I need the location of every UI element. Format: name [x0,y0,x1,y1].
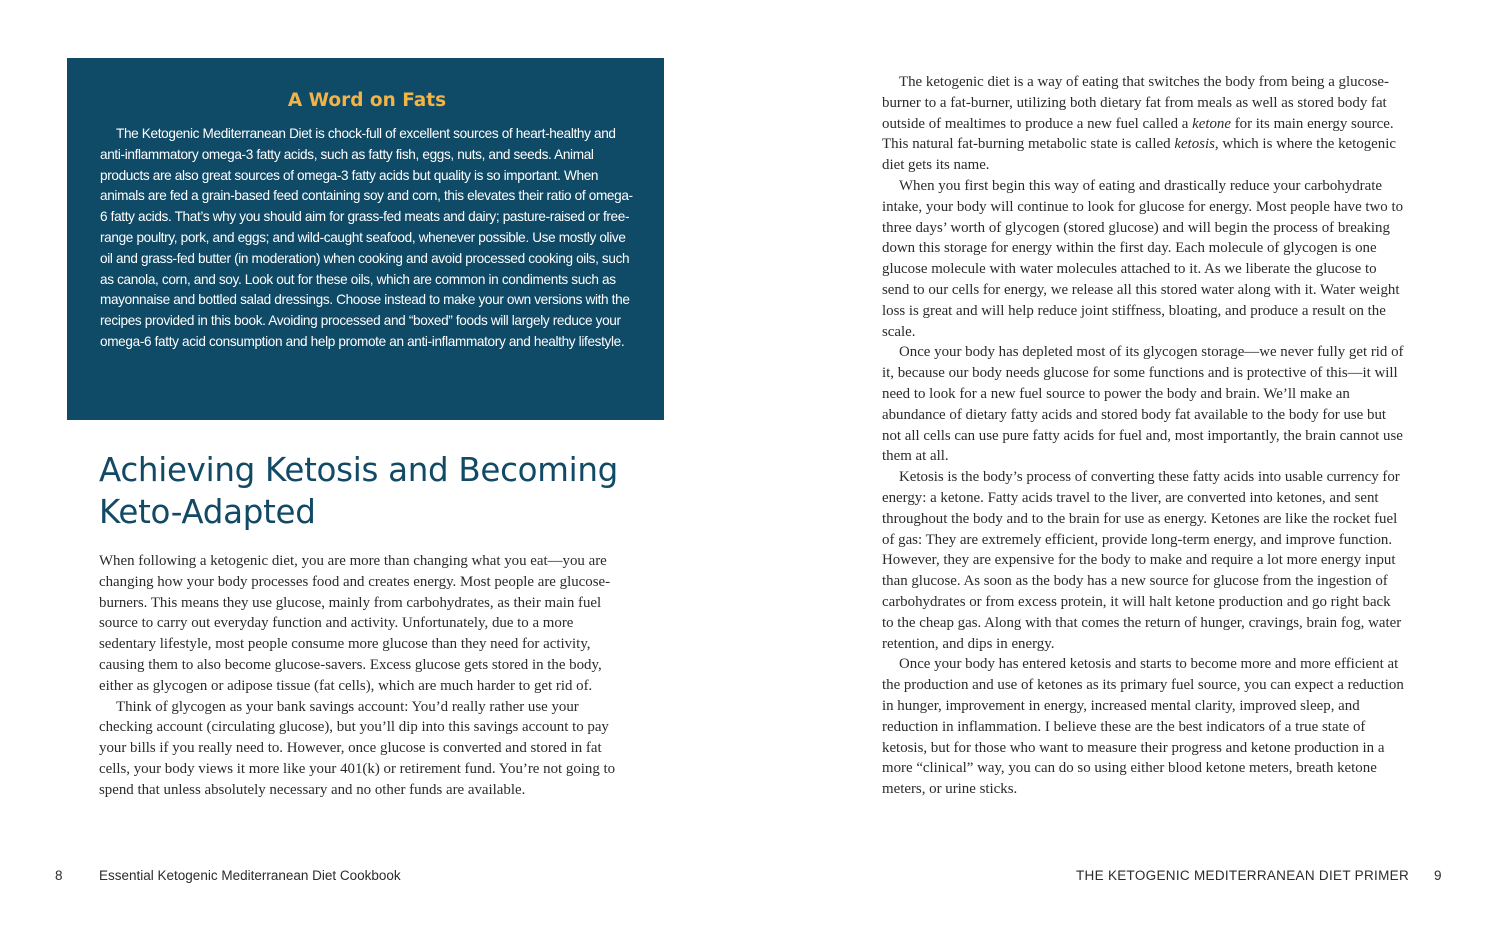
left-running-head: Essential Ketogenic Mediterranean Diet Cookbook [99,868,401,883]
sidebar-title: A Word on Fats [287,90,447,111]
left-page-number: 8 [55,868,63,883]
right-paragraph-1-part-a: The ketogenic diet is a way of eating that switches the body from being a glucose-burner to a fat-burner, utilizing both dietary fat from meals as well as stored body fat outside of mealtimes to produce a new fuel called a [882,74,1390,132]
right-paragraph-1-part-b: for its main energy source. This natural fat-burning metabolic state is called [882,115,1394,153]
left-paragraph-2: Think of glycogen as your bank savings account: You’d really rather use your checking account (circulating glucose), but you’ll dip into this savings account to pay your bills if you really need to. However, once glucose is converted and stored in fat cells, your body views it more like your 401(k) or retirement fund. You’re not going to spend that unless absolutely necessary and no other funds are available. [99,698,616,798]
sidebar-body: The Ketogenic Mediterranean Diet is chock-full of excellent sources of heart-healthy and anti-inflammatory omega-3 fatty acids, such as fatty fish, eggs, nuts, and seeds. Animal products are also great sources of omega-3 fatty acids but quality is so important. When animals are fed a grain-based feed containing soy and corn, this elevates their ratio of omega-6 fatty acids. That’s why you should aim for grass-fed meats and dairy; pasture-raised or free-range poultry, pork, and eggs; and wild-caught seafood, whenever possible. Use mostly olive oil and grass-fed butter (in moderation) when cooking and avoid processed cooking oils, such as canola, corn, and soy. Look out for these oils, which are common in condiments such as mayonnaise and bottled salad dressings. Choose instead to make your own versions with the recipes provided in this book. Avoiding processed and “boxed” foods will largely reduce your omega-6 fatty acid consumption and help promote an anti-inflammatory and healthy lifestyle. [100,126,633,349]
right-page-number: 9 [1434,868,1442,883]
right-running-head: THE KETOGENIC MEDITERRANEAN DIET PRIMER [1076,868,1409,883]
right-column [882,72,1404,800]
right-paragraph-1 [882,72,1404,176]
section-heading: Achieving Ketosis and Becoming Keto-Adapted [99,451,618,531]
term-ketone: ketone [1192,115,1231,132]
left-paragraph-1: When following a ketogenic diet, you are more than changing what you eat—you are changing how your body processes food and creates energy. Most people are glucose-burners. This means they use glucose, mainly from carbohydrates, as their main fuel source to carry out everyday function and activity. Unfortunately, due to a more sedentary lifestyle, most people consume more glucose than they need for activity, causing them to also become glucose-savers. Excess glucose gets stored in the body, either as glycogen or adipose tissue (fat cells), which are much harder to get rid of. [99,553,611,694]
right-paragraph-3: Once your body has depleted most of its glycogen storage—we never fully get rid of it, because our body needs glucose for some functions and is protective of this—it will need to look for a new fuel source to power the body and brain. We’ll make an abundance of dietary fatty acids and stored body fat available to the body for use but not all cells can use pure fatty acids for fuel and, most importantly, the brain cannot use them at all. [882,344,1404,465]
right-paragraph-1-part-c: , which is where the ketogenic diet gets its name. [882,136,1396,174]
right-paragraph-4: Ketosis is the body’s process of converting these fatty acids into usable currency for energy: a ketone. Fatty acids travel to the liver, are converted into ketones, and sent throughout the body and to the brain for use as energy. Ketones are like the rocket fuel of gas: They are extremely efficient, provide long-term energy, and improve function. However, they are expensive for the body to make and require a lot more energy input than glucose. As soon as the body has a new source for glucose from the ingestion of carbohydrates or from excess protein, it will halt ketone production and go right back to the cheap gas. Along with that comes the return of hunger, cravings, brain fog, water retention, and dips in energy. [882,469,1402,652]
right-paragraph-5: Once your body has entered ketosis and starts to become more and more efficient at the production and use of ketones as its primary fuel source, you can expect a reduction in hunger, improvement in energy, increased mental clarity, improved sleep, and reduction in inflammation. I believe these are the best indicators of a true state of ketosis, but for those who want to measure their progress and ketone production in a more “clinical” way, you can do so using either blood ketone meters, breath ketone meters, or urine sticks. [882,656,1404,798]
term-ketosis: ketosis [1174,136,1215,153]
left-column [99,551,619,801]
sidebar-box [67,58,664,420]
right-paragraph-2: When you first begin this way of eating and drastically reduce your carbohydrate intake, your body will continue to look for glucose for energy. Most people have two to three days’ worth of glycogen (stored glucose) and will begin the process of breaking down this storage for energy within the first day. Each molecule of glycogen is one glucose molecule with water molecules attached to it. As we liberate the glucose to send to our cells for energy, we release all this stored water along with it. Water weight loss is great and will help reduce joint stiffness, bloating, and produce a result on the scale. [882,177,1404,340]
